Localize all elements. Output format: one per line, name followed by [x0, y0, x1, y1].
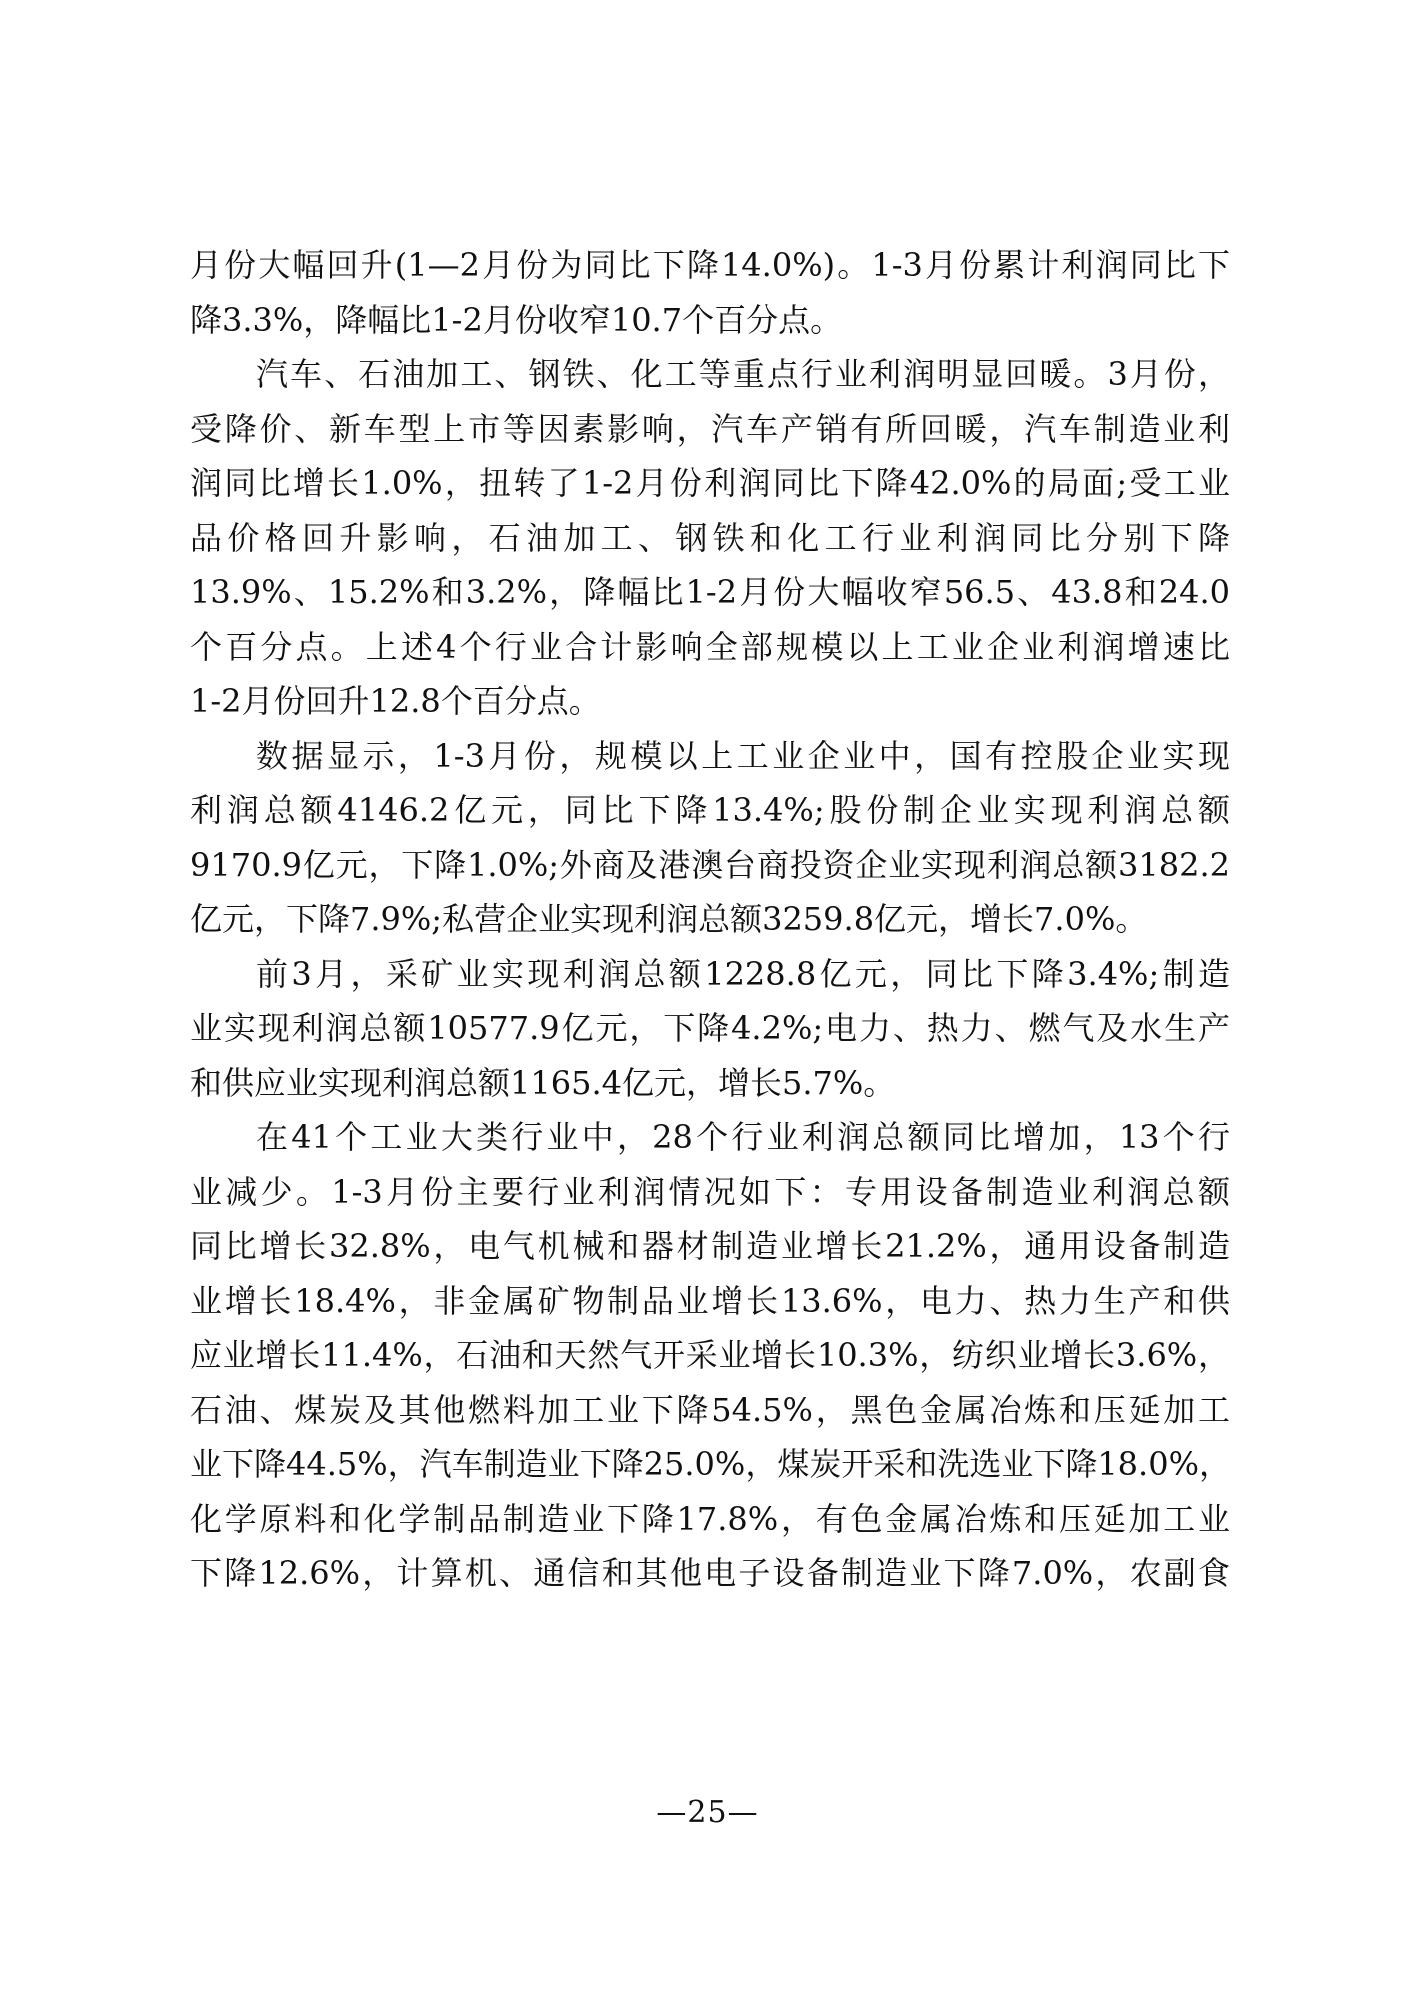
text-line: 品价格回升影响，石油加工、钢铁和化工行业利润同比分别下降	[190, 518, 1230, 557]
text-line: 在41个工业大类行业中，28个行业利润总额同比增加，13个行	[256, 1118, 1230, 1156]
text-line: 月份大幅回升(1—2月份为同比下降14.0%)。1-3月份累计利润同比下	[190, 246, 1230, 284]
text-line: 受降价、新车型上市等因素影响，汽车产销有所回暖，汽车制造业利	[190, 409, 1230, 448]
text-line: 业增长18.4%，非金属矿物制品业增长13.6%，电力、热力生产和供	[190, 1281, 1230, 1320]
text-line: 润同比增长1.0%，扭转了1-2月份利润同比下降42.0%的局面;受工业	[190, 464, 1230, 502]
text-line: 汽车、石油加工、钢铁、化工等重点行业利润明显回暖。3月份，	[256, 355, 1230, 393]
text-line: 13.9%、15.2%和3.2%，降幅比1-2月份大幅收窄56.5、43.8和24.0	[190, 573, 1230, 611]
text-line: 9170.9亿元，下降1.0%;外商及港澳台商投资企业实现利润总额3182.2	[190, 845, 1230, 884]
text-line: 应业增长11.4%，石油和天然气开采业增长10.3%，纺织业增长3.6%，	[190, 1336, 1230, 1374]
text-line: 业减少。1-3月份主要行业利润情况如下：专用设备制造业利润总额	[190, 1172, 1230, 1211]
text-line: 个百分点。上述4个行业合计影响全部规模以上工业企业利润增速比	[190, 627, 1230, 666]
body-text	[190, 238, 1230, 1601]
text-line: 数据显示，1-3月份，规模以上工业企业中，国有控股企业实现	[256, 736, 1230, 775]
text-line: 同比增长32.8%，电气机械和器材制造业增长21.2%，通用设备制造	[190, 1227, 1230, 1265]
text-line: 石油、煤炭及其他燃料加工业下降54.5%，黑色金属冶炼和压延加工	[190, 1390, 1230, 1429]
text-line: 1-2月份回升12.8个百分点。	[190, 682, 601, 720]
text-line: 降3.3%，降幅比1-2月份收窄10.7个百分点。	[190, 300, 843, 339]
paragraph-3	[190, 729, 1230, 947]
paragraph-1	[190, 238, 1230, 347]
paragraph-2	[190, 347, 1230, 729]
text-line: 业实现利润总额10577.9亿元，下降4.2%;电力、热力、燃气及水生产	[190, 1009, 1230, 1047]
text-line: 业下降44.5%，汽车制造业下降25.0%，煤炭开采和洗选业下降18.0%，	[190, 1445, 1231, 1483]
paragraph-4	[190, 947, 1230, 1111]
text-line: 前3月，采矿业实现利润总额1228.8亿元，同比下降3.4%;制造	[256, 954, 1230, 993]
page-number: —25—	[656, 1795, 759, 1830]
text-line: 利润总额4146.2亿元，同比下降13.4%;股份制企业实现利润总额	[190, 791, 1230, 829]
text-line: 亿元，下降7.9%;私营企业实现利润总额3259.8亿元，增长7.0%。	[190, 900, 1148, 938]
text-line: 下降12.6%，计算机、通信和其他电子设备制造业下降7.0%，农副食	[190, 1554, 1230, 1592]
text-line: 化学原料和化学制品制造业下降17.8%，有色金属冶炼和压延加工业	[190, 1499, 1230, 1538]
paragraph-5	[190, 1110, 1230, 1601]
text-line: 和供应业实现利润总额1165.4亿元，增长5.7%。	[190, 1063, 896, 1102]
